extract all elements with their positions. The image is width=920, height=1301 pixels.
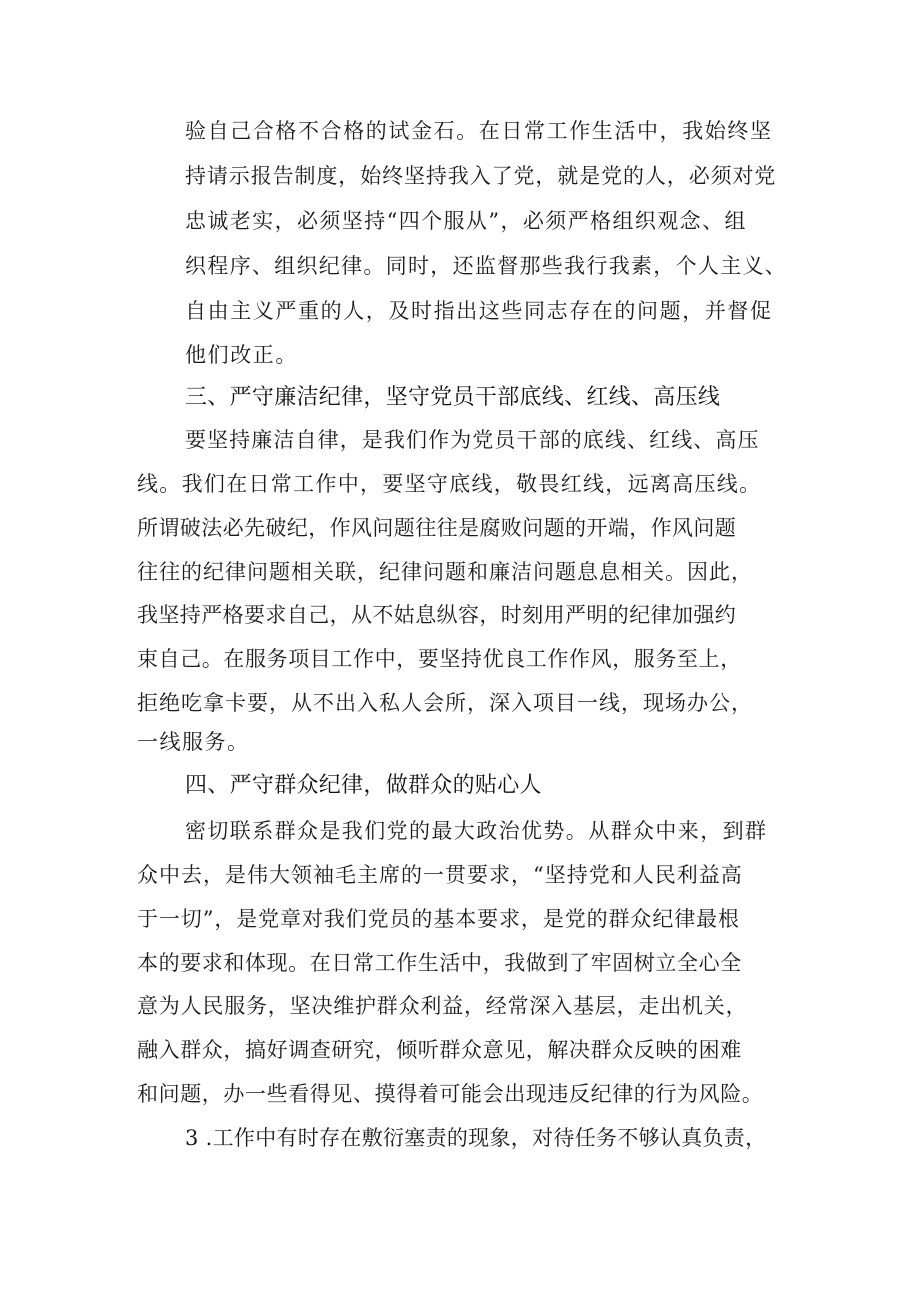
text-line: 束自己。在服务项目工作中，要坚持优良工作作风，服务至上， xyxy=(137,647,742,671)
text-line: 意为人民服务，坚决维护群众利益，经常深入基层，走出机关， xyxy=(137,994,748,1018)
text-line: 验自己合格不合格的试金石。在日常工作生活中，我始终坚 xyxy=(185,119,773,143)
text-line: 本的要求和体现。在日常工作生活中，我做到了牢固树立全心全 xyxy=(137,951,742,975)
text-line: 融入群众，搞好调查研究，倾听群众意见，解决群众反映的困难 xyxy=(137,1038,742,1062)
text-line: 所谓破法必先破纪，作风问题往往是腐败问题的开端，作风问题 xyxy=(137,516,737,540)
text-line: 和问题，办一些看得见、摸得着可能会出现违反纪律的行为风险。 xyxy=(137,1082,764,1106)
text-line: 密切联系群众是我们党的最大政治优势。从群众中来，到群 xyxy=(185,819,768,843)
text-line: 众中去，是伟大领袖毛主席的一贯要求，“坚持党和人民利益高 xyxy=(137,863,743,887)
text-line: 要坚持廉洁自律，是我们作为党员干部的底线、红线、高压 xyxy=(185,428,760,452)
section-heading-3: 三、严守廉洁纪律，坚守党员干部底线、红线、高压线 xyxy=(185,385,721,410)
text-line: 拒绝吃拿卡要，从不出入私人会所，深入项目一线，现场办公， xyxy=(137,691,753,715)
text-line: 3 .工作中有时存在敷衍塞责的现象，对待任务不够认真负责， xyxy=(185,1126,767,1150)
text-line: 我坚持严格要求自己，从不姑息纵容，时刻用严明的纪律加强约 xyxy=(137,603,737,627)
text-line: 织程序、组织纪律。同时，还监督那些我行我素，个人主义、 xyxy=(185,254,788,278)
text-line: 他们改正。 xyxy=(185,343,298,367)
text-line: 往往的纪律问题相关联，纪律问题和廉洁问题息息相关。因此， xyxy=(137,560,753,584)
text-line: 自由主义严重的人，及时指出这些同志存在的问题，并督促 xyxy=(185,299,773,323)
text-line: 一线服务。 xyxy=(137,730,250,754)
text-line: 持请示报告制度，始终坚持我入了党，就是党的人，必须对党 xyxy=(185,164,777,188)
text-line: 线。我们在日常工作中，要坚守底线，敬畏红线，远离高压线。 xyxy=(137,472,762,496)
section-heading-4: 四、严守群众纪律，做群众的贴心人 xyxy=(185,773,542,798)
text-line: 忠诚老实，必须坚持“四个服从”，必须严格组织观念、组 xyxy=(185,209,747,233)
text-line: 于一切”，是党章对我们党员的基本要求，是党的群众纪律最根 xyxy=(137,907,740,931)
